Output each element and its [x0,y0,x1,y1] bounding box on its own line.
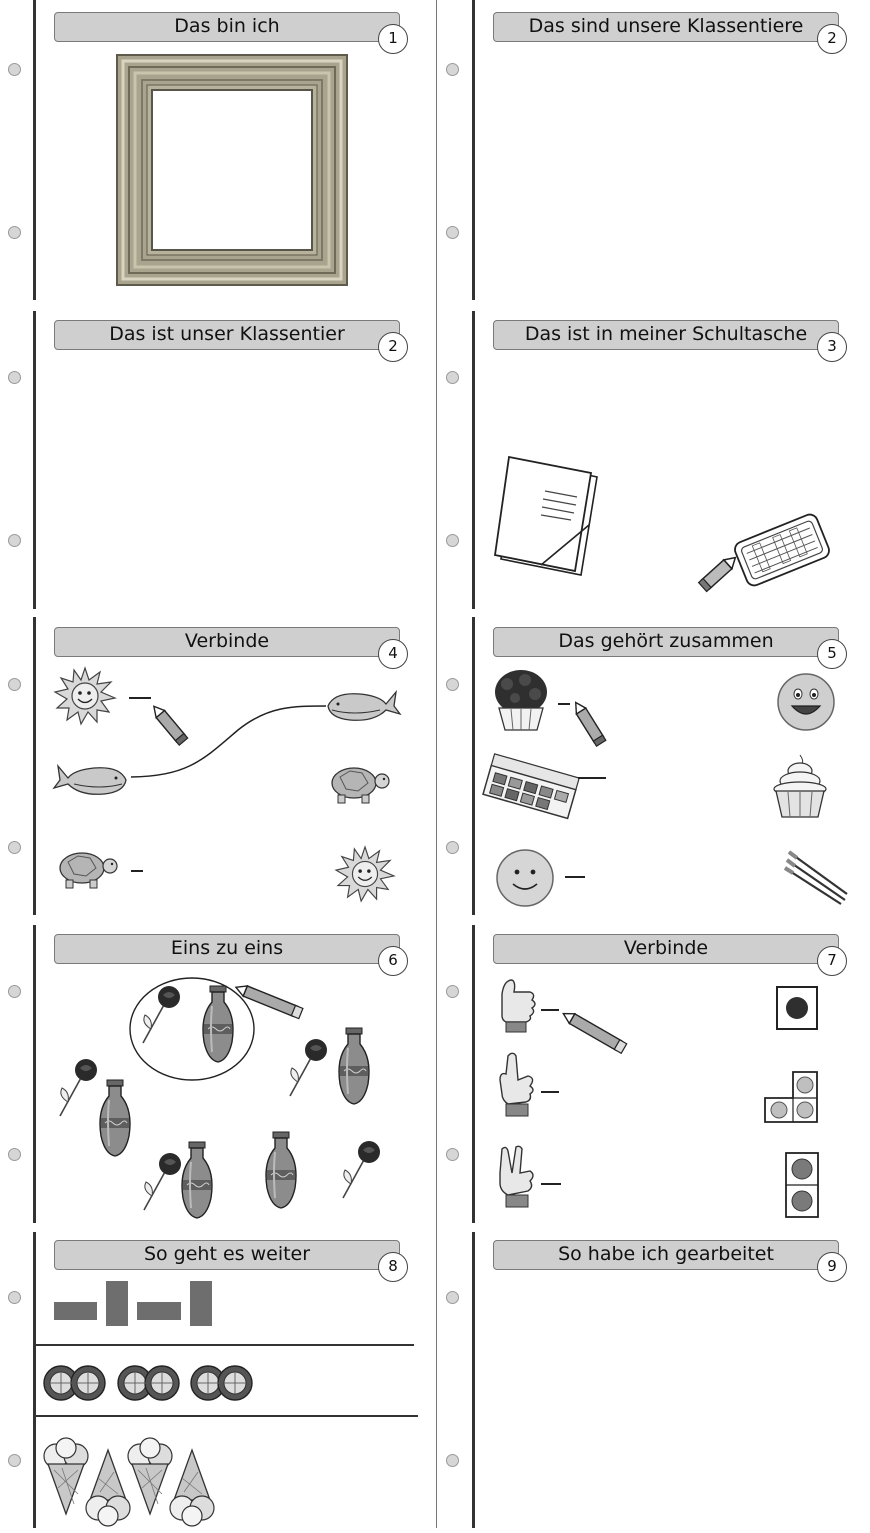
panel-number: 1 [378,24,408,54]
pattern-bar-horizontal [137,1302,181,1320]
panel-number: 4 [378,639,408,669]
right-margin-rule [472,1232,475,1528]
rose-icon [137,985,183,1045]
cupcake-icon [772,753,828,819]
panel-number: 9 [817,1252,847,1282]
icecream-down-icon [168,1448,216,1526]
panel-title: Das sind unsere Klassentiere [493,12,839,42]
center-fold-rule [436,0,437,1528]
muffin-icon [493,668,549,734]
divider [36,1344,414,1346]
answer-line[interactable] [565,876,585,878]
punch-hole [8,63,21,76]
vase-icon [334,1028,374,1106]
right-margin-rule [472,617,475,915]
panel-title: Eins zu eins [54,934,400,964]
folder-icon [493,455,603,580]
pencil-icon [233,984,309,1020]
answer-line[interactable] [578,777,606,779]
punch-hole [446,63,459,76]
pattern-bar-horizontal [54,1302,97,1320]
punch-hole [446,678,459,691]
rose-icon [337,1140,383,1200]
vase-icon [261,1132,301,1210]
panel-title: Das bin ich [54,12,400,42]
turtle-icon [326,761,390,805]
punch-hole [8,534,21,547]
panel-title: Das ist in meiner Schultasche [493,320,839,350]
vase-icon [177,1142,217,1220]
sun-icon [336,846,394,902]
smiley-icon [495,848,555,908]
panel-title: Verbinde [54,627,400,657]
punch-hole [446,1291,459,1304]
right-margin-rule [472,311,475,609]
sun-icon [55,668,115,724]
dice-two-icon [785,1152,819,1218]
left-margin-rule [33,0,36,300]
left-margin-rule [33,1232,36,1528]
punch-hole [446,226,459,239]
punch-hole [8,226,21,239]
punch-hole [8,985,21,998]
pencil-icon [558,1010,634,1056]
dice-one-icon [776,986,818,1030]
answer-line[interactable] [541,1091,559,1093]
panel-title: So habe ich gearbeitet [493,1240,839,1270]
panel-number: 8 [378,1252,408,1282]
panel-number: 2 [378,332,408,362]
punch-hole [446,985,459,998]
paintbox-icon [480,757,580,823]
vase-icon [95,1080,135,1158]
panel-number: 6 [378,946,408,976]
panel-title: Das ist unser Klassentier [54,320,400,350]
rose-icon [284,1038,330,1098]
panel-number: 5 [817,639,847,669]
wheel-pair-icon [189,1364,255,1402]
punch-hole [446,841,459,854]
whale-icon [54,754,130,798]
smiley-icon [776,672,836,732]
punch-hole [8,841,21,854]
icecream-up-icon [42,1438,90,1516]
pattern-bar-vertical [106,1281,128,1326]
left-margin-rule [33,617,36,915]
picture-frame-icon [117,55,347,285]
hand-two-fingers-icon [492,1143,540,1213]
divider [36,1415,418,1417]
wheel-pair-icon [42,1364,108,1402]
vase-icon [198,986,238,1064]
panel-number: 7 [817,946,847,976]
punch-hole [8,678,21,691]
answer-line[interactable] [558,703,570,705]
pencil-icon [570,702,612,750]
turtle-icon [54,846,118,890]
punch-hole [446,534,459,547]
whale-icon [324,680,400,724]
icecream-down-icon [84,1448,132,1526]
hand-thumbs-up-icon [492,976,540,1034]
dice-three-icon [763,1070,819,1124]
wheel-pair-icon [116,1364,182,1402]
answer-line[interactable] [541,1183,561,1185]
pattern-bar-vertical [190,1281,212,1326]
answer-line[interactable] [541,1009,559,1011]
panel-number: 2 [817,24,847,54]
panel-number: 3 [817,332,847,362]
hand-one-finger-icon [492,1050,540,1120]
punch-hole [446,1454,459,1467]
right-margin-rule [472,0,475,300]
pencil-case-icon [732,505,832,595]
icecream-up-icon [126,1438,174,1516]
punch-hole [8,1454,21,1467]
punch-hole [8,1291,21,1304]
panel-title: Das gehört zusammen [493,627,839,657]
panel-title: Verbinde [493,934,839,964]
punch-hole [8,1148,21,1161]
rose-icon [54,1058,100,1118]
pencil-icon [696,553,736,597]
left-margin-rule [33,925,36,1223]
right-margin-rule [472,925,475,1223]
punch-hole [8,371,21,384]
punch-hole [446,371,459,384]
matching-line [128,700,328,780]
answer-line[interactable] [131,870,143,872]
panel-title: So geht es weiter [54,1240,400,1270]
punch-hole [446,1148,459,1161]
answer-line[interactable] [129,697,151,699]
left-margin-rule [33,311,36,609]
brushes-icon [783,846,853,906]
